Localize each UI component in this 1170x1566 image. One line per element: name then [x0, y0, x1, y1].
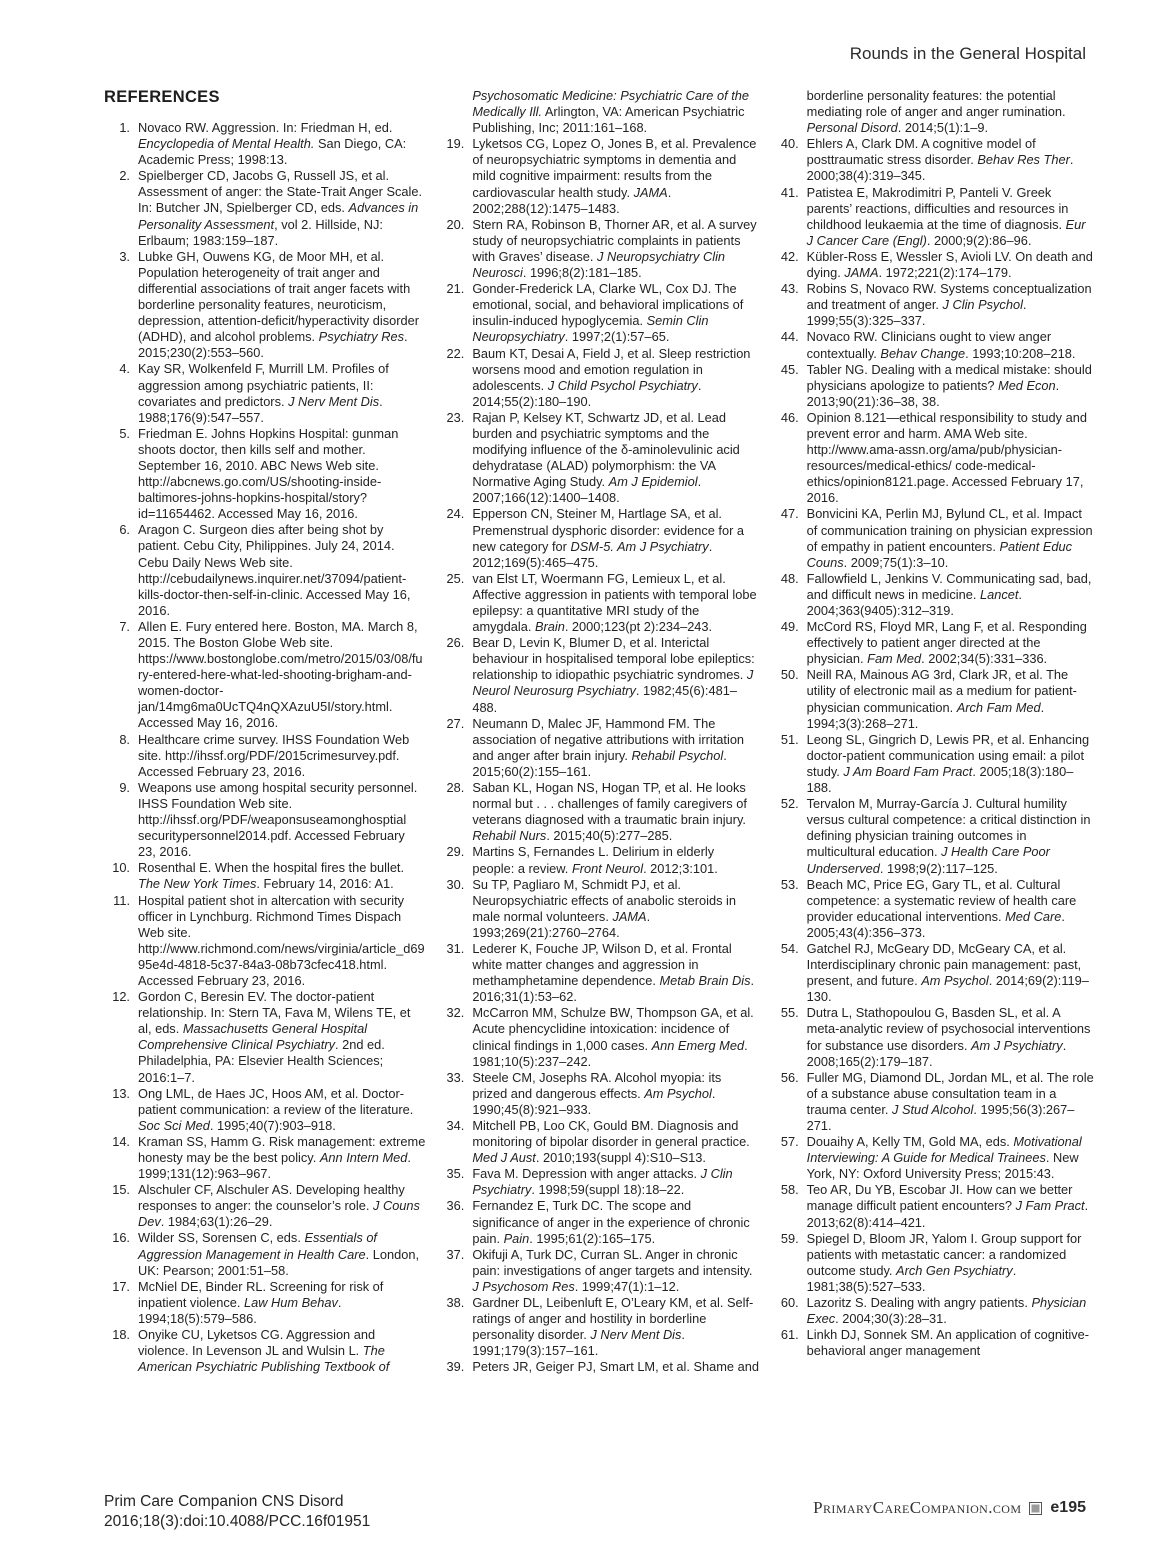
reference-item: [104, 1327, 425, 1375]
reference-item: [438, 1295, 759, 1359]
reference-text: Weapons use among hospital security personnel. IHSS Foundation Web site. http://ihssf.org/PDF/weaponsuseamonghosptial securitypersonnel2014.pdf. Accessed February 23, 2016.: [138, 779, 418, 860]
reference-item: [773, 88, 1094, 136]
reference-item: [773, 249, 1094, 281]
reference-text: Teo AR, Du YB, Escobar JI. How can we better manage difficult patient encounters? J Fam Pract. 2013;62(8):414–421.: [806, 1182, 1089, 1230]
reference-item: [438, 1005, 759, 1069]
reference-item: [438, 844, 759, 876]
reference-text: Fallowfield L, Jenkins V. Communicating sad, bad, and difficult news in medicine. Lancet. 2004;363(9405):312–319.: [806, 570, 1092, 618]
reference-number: 40.: [780, 136, 799, 152]
reference-item: [438, 346, 759, 410]
reference-number: 50.: [780, 667, 799, 683]
reference-number: 32.: [446, 1005, 465, 1021]
reference-number: 59.: [780, 1230, 799, 1246]
reference-item: [773, 1295, 1094, 1327]
reference-number: 17.: [112, 1278, 130, 1294]
reference-number: 52.: [780, 796, 799, 812]
reference-item: [773, 667, 1094, 731]
reference-item: [438, 1070, 759, 1118]
reference-number: 43.: [780, 281, 799, 297]
reference-number: 26.: [446, 635, 465, 651]
reference-number: 55.: [780, 1005, 799, 1021]
reference-number: 12.: [112, 989, 130, 1005]
reference-item: [104, 1086, 425, 1134]
reference-item: [773, 410, 1094, 507]
journal-citation: [104, 1492, 370, 1532]
reference-text: Lederer K, Fouche JP, Wilson D, et al. Frontal white matter changes and aggression in methamphetamine dependence. Metab Brain Dis. 2016;31(1):53–62.: [472, 940, 755, 1005]
reference-number: 14.: [112, 1133, 130, 1149]
reference-text: Healthcare crime survey. IHSS Foundation Web site. http://ihssf.org/PDF/2015crimesurvey.pdf. Accessed February 23, 2016.: [138, 731, 410, 779]
reference-text: Gordon C, Beresin EV. The doctor-patient relationship. In: Stern TA, Fava M, Wilens TE, et al, eds. Massachusetts General Hospital Comprehensive Clinical Psychiatry. 2nd ed. Philadelphia, PA: Elsevier Health Sciences; 2016:1–7.: [138, 989, 411, 1085]
reference-item: [104, 120, 425, 168]
reference-number: 9.: [119, 779, 130, 795]
reference-item: [104, 361, 425, 425]
reference-text: Spiegel D, Bloom JR, Yalom I. Group support for patients with metastatic cancer: a randomized outcome study. Arch Gen Psychiatry. 1981;38(5):527–533.: [806, 1230, 1082, 1294]
reference-text: Aragon C. Surgeon dies after being shot by patient. Cebu City, Philippines. July 24, 2014. Cebu Daily News Web site. http://cebudailynews.inquirer.net/37094/patient-kills-doctor-then-self-in-clinic. Accessed May 16, 2016.: [138, 522, 411, 618]
square-bullet-icon: [1029, 1502, 1042, 1515]
reference-number: 21.: [446, 281, 465, 297]
reference-item: [104, 1279, 425, 1327]
reference-text: van Elst LT, Woermann FG, Lemieux L, et al. Affective aggression in patients with temporal lobe epilepsy: a quantitative MRI study of the amygdala. Brain. 2000;123(pt 2):234–243.: [472, 570, 757, 635]
reference-item: [104, 860, 425, 892]
reference-text: Robins S, Novaco RW. Systems conceptualization and treatment of anger. J Clin Psychol. 1999;55(3):325–337.: [806, 281, 1092, 329]
reference-item: [773, 329, 1094, 361]
reference-text: Fuller MG, Diamond DL, Jordan ML, et al. The role of a substance abuse consultation team in a trauma center. J Stud Alcohol. 1995;56(3):267–271.: [806, 1069, 1094, 1133]
reference-number: 42.: [780, 248, 799, 264]
reference-text: Kay SR, Wolkenfeld F, Murrill LM. Profiles of aggression among psychiatric patients, II: covariates and predictors. J Nerv Ment Dis. 1988;176(9):547–557.: [138, 361, 389, 425]
reference-text: Peters JR, Geiger PJ, Smart LM, et al. Shame and: [472, 1359, 759, 1375]
reference-item: [438, 716, 759, 780]
reference-text: Lubke GH, Ouwens KG, de Moor MH, et al. Population heterogeneity of trait anger and differential associations of trait anger facets with borderline personality features, neuroticism, depression, attention-deficit/hyperactivity disorder (ADHD), and alcohol problems. Psychiatry Res. 2015;230(2):553–560.: [138, 248, 419, 361]
reference-number: 19.: [446, 136, 465, 152]
reference-number: 48.: [780, 570, 799, 586]
reference-text: McCarron MM, Schulze BW, Thompson GA, et al. Acute phencyclidine intoxication: incidence of clinical findings in 1,000 cases. Ann Emerg Med. 1981;10(5):237–242.: [472, 1005, 754, 1069]
reference-text: Dutra L, Stathopoulou G, Basden SL, et al. A meta-analytic review of psychosocial interventions for substance use disorders. Am J Psychiatry. 2008;165(2):179–187.: [806, 1005, 1091, 1069]
reference-number: 2.: [119, 168, 130, 184]
reference-number: 46.: [780, 409, 799, 425]
reference-number: 24.: [446, 506, 465, 522]
reference-item: [104, 1134, 425, 1182]
reference-number: 41.: [780, 184, 799, 200]
reference-number: 36.: [446, 1198, 465, 1214]
reference-item: [773, 877, 1094, 941]
reference-number: 34.: [446, 1118, 465, 1133]
reference-number: 8.: [119, 731, 130, 747]
reference-text: Tabler NG. Dealing with a medical mistake: should physicians apologize to patients? Med Econ. 2013;90(21):36–38, 38.: [806, 361, 1092, 409]
reference-item: [104, 893, 425, 990]
reference-item: [438, 410, 759, 507]
reference-number: 56.: [780, 1069, 799, 1085]
reference-item: [438, 281, 759, 345]
reference-item: [438, 635, 759, 715]
reference-item: [773, 136, 1094, 184]
reference-item: [773, 1231, 1094, 1295]
reference-item: [773, 796, 1094, 876]
reference-number: [438, 88, 472, 136]
reference-item: [104, 522, 425, 619]
reference-column: [104, 88, 425, 1376]
reference-item: [773, 941, 1094, 1005]
reference-text: Lyketsos CG, Lopez O, Jones B, et al. Prevalence of neuropsychiatric symptoms in dementia and mild cognitive impairment: results from the cardiovascular health study. JAMA. 2002;288(12):1475–1483.: [472, 136, 757, 216]
reference-item: [104, 989, 425, 1086]
reference-number: 3.: [119, 248, 130, 264]
running-head: Rounds in the General Hospital: [849, 44, 1086, 63]
reference-item: [438, 88, 759, 136]
reference-item: [104, 780, 425, 860]
reference-text: Neill RA, Mainous AG 3rd, Clark JR, et al. The utility of electronic mail as a medium for patient-physician communication. Arch Fam Med. 1994;3(3):268–271.: [806, 667, 1077, 731]
journal-doi: 2016;18(3):doi:10.4088/PCC.16f01951: [104, 1513, 371, 1530]
reference-item: [438, 506, 759, 570]
reference-number: 16.: [112, 1230, 130, 1246]
reference-text: Lazoritz S. Dealing with angry patients. Physician Exec. 2004;30(3):28–31.: [806, 1295, 1087, 1327]
reference-item: [104, 249, 425, 362]
reference-item: [438, 571, 759, 635]
reference-text: Kraman SS, Hamm G. Risk management: extreme honesty may be the best policy. Ann Intern Med. 1999;131(12):963–967.: [138, 1133, 426, 1182]
reference-text: Patistea E, Makrodimitri P, Panteli V. Greek parents’ reactions, difficulties and resources in childhood leukaemia at the time of diagnosis. Eur J Cancer Care (Engl). 2000;9(2):86–96.: [806, 184, 1086, 248]
reference-item: [773, 1134, 1094, 1182]
reference-column: [773, 88, 1094, 1376]
reference-number: 39.: [446, 1359, 465, 1375]
reference-number: 18.: [112, 1327, 130, 1343]
page-number: e195: [1050, 1499, 1086, 1516]
reference-item: [773, 185, 1094, 249]
reference-number: 33.: [446, 1069, 465, 1085]
reference-item: [104, 426, 425, 523]
reference-text: Spielberger CD, Jacobs G, Russell JS, et al. Assessment of anger: the State-Trait Anger Scale. In: Butcher JN, Spielberger CD, eds. Advances in Personality Assessment, vol 2. Hillside, NJ: Erlbaum; 1983:159–187.: [138, 168, 423, 248]
reference-number: 35.: [446, 1166, 465, 1182]
reference-item: [773, 732, 1094, 796]
reference-item: [438, 1166, 759, 1198]
reference-text: Su TP, Pagliaro M, Schmidt PJ, et al. Neuropsychiatric effects of anabolic steroids in male normal volunteers. JAMA. 1993;269(21):2760–2764.: [472, 876, 736, 940]
reference-text: Steele CM, Josephs RA. Alcohol myopia: its prized and dangerous effects. Am Psychol. 1990;45(8):921–933.: [472, 1069, 722, 1117]
reference-number: 6.: [119, 522, 130, 538]
reference-text: Friedman E. Johns Hopkins Hospital: gunman shoots doctor, then kills self and mother. September 16, 2010. ABC News Web site. http://abcnews.go.com/US/shooting-inside-baltimores-johns-hopkins-hospital/story?id=11654462. Accessed May 16, 2016.: [138, 425, 399, 522]
reference-number: 31.: [446, 940, 465, 956]
reference-column: [438, 88, 759, 1376]
reference-text: Bonvicini KA, Perlin MJ, Bylund CL, et al. Impact of communication training on physician expression of empathy in patient encounters. Patient Educ Couns. 2009;75(1):3–10.: [806, 506, 1093, 570]
reference-number: 53.: [780, 876, 799, 892]
reference-text: Ong LML, de Haes JC, Hoos AM, et al. Doctor-patient communication: a review of the literature. Soc Sci Med. 1995;40(7):903–918.: [138, 1085, 414, 1133]
reference-number: 22.: [446, 345, 465, 361]
reference-text: Epperson CN, Steiner M, Hartlage SA, et al. Premenstrual dysphoric disorder: evidence for a new category for DSM-5. Am J Psychiatry. 2012;169(5):465–475.: [472, 506, 745, 570]
reference-text: Douaihy A, Kelly TM, Gold MA, eds. Motivational Interviewing: A Guide for Medical Trainees. New York, NY: Oxford University Press; 2015:43.: [806, 1134, 1082, 1182]
reference-item: [773, 619, 1094, 667]
reference-text: Neumann D, Malec JF, Hammond FM. The association of negative attributions with irritation and anger after brain injury. Rehabil Psychol. 2015;60(2):155–161.: [472, 715, 745, 779]
reference-number: 4.: [119, 361, 130, 377]
reference-number: 38.: [446, 1295, 465, 1311]
reference-text: Kübler-Ross E, Wessler S, Avioli LV. On death and dying. JAMA. 1972;221(2):174–179.: [806, 248, 1093, 281]
reference-number: 5.: [119, 425, 130, 441]
reference-text: Wilder SS, Sorensen C, eds. Essentials of Aggression Management in Health Care. London, UK: Pearson; 2001:51–58.: [138, 1230, 420, 1278]
reference-text: Gardner DL, Leibenluft E, O’Leary KM, et al. Self-ratings of anger and hostility in borderline personality disorder. J Nerv Ment Dis. 1991;179(3):157–161.: [472, 1295, 754, 1359]
reference-number: 57.: [780, 1134, 799, 1150]
reference-number: 44.: [780, 329, 799, 345]
reference-text: Tervalon M, Murray-García J. Cultural humility versus cultural competence: a critical distinction in defining physician training outcomes in multicultural education. J Health Care Poor Underserved. 1998;9(2):117–125.: [806, 796, 1091, 876]
reference-number: 51.: [780, 731, 799, 747]
reference-item: [438, 877, 759, 941]
reference-item: [438, 136, 759, 216]
reference-text: Leong SL, Gingrich D, Lewis PR, et al. Enhancing doctor-patient communication using email: a pilot study. J Am Board Fam Pract. 2005;18(3):180–188.: [806, 731, 1090, 796]
reference-item: [438, 941, 759, 1005]
reference-item: [104, 1182, 425, 1230]
reference-text: Bear D, Levin K, Blumer D, et al. Interictal behaviour in hospitalised temporal lobe epileptics: relationship to idiopathic psychiatric syndromes. J Neurol Neurosurg Psychiatry. 1982;45(6):481–488.: [472, 635, 755, 715]
reference-item: [438, 1198, 759, 1246]
reference-item: [773, 1327, 1094, 1359]
reference-number: 37.: [446, 1246, 465, 1262]
reference-number: 47.: [780, 506, 799, 522]
reference-text: Novaco RW. Aggression. In: Friedman H, ed. Encyclopedia of Mental Health. San Diego, CA: Academic Press; 1998:13.: [138, 120, 407, 168]
reference-number: 61.: [780, 1327, 799, 1343]
reference-number: 13.: [112, 1085, 130, 1101]
reference-text: Beach MC, Price EG, Gary TL, et al. Cultural competence: a systematic review of health care provider educational interventions. Med Care. 2005;43(4):356–373.: [806, 876, 1077, 940]
reference-number: 29.: [446, 844, 465, 860]
reference-item: [104, 168, 425, 248]
reference-text: borderline personality features: the potential mediating role of anger and anger rumination. Personal Disord. 2014;5(1):1–9.: [806, 88, 1066, 136]
reference-item: [773, 1070, 1094, 1134]
reference-item: [438, 780, 759, 844]
reference-text: Hospital patient shot in altercation with security officer in Lynchburg. Richmond Times Dispach Web site. http://www.richmond.com/news/virginia/article_d6995e4d-4818-5c37-84a3-08b73cfec418.html. Accessed February 23, 2016.: [138, 892, 425, 988]
reference-text: Rajan P, Kelsey KT, Schwartz JD, et al. Lead burden and psychiatric symptoms and the modifying influence of the δ-aminolevulinic acid dehydratase (ALAD) polymorphism: the VA Normative Aging Study. Am J Epidemiol. 2007;166(12):1400–1408.: [472, 409, 740, 506]
reference-text: Opinion 8.121—ethical responsibility to study and prevent error and harm. AMA Web site. http://www.ama-assn.org/ama/pub/physician-resources/medical-ethics/ code-medical-ethics/opinion8121.page. Accessed February 17, 2016.: [806, 409, 1087, 506]
reference-text: Allen E. Fury entered here. Boston, MA. March 8, 2015. The Boston Globe Web site. https://www.bostonglobe.com/metro/2015/03/08/fury-entered-here-what-led-shooting-brigham-and-women-doctor-jan/14mg6ma0UcTQ4nQXAzuU5I/story.html. Accessed May 16, 2016.: [138, 618, 423, 731]
reference-text: Saban KL, Hogan NS, Hogan TP, et al. He looks normal but . . . challenges of family caregivers of veterans diagnosed with a traumatic brain injury. Rehabil Nurs. 2015;40(5):277–285.: [472, 780, 747, 844]
reference-text: Gonder-Frederick LA, Clarke WL, Cox DJ. The emotional, social, and behavioral implications of insulin-induced hypoglycemia. Semin Clin Neuropsychiatry. 1997;2(1):57–65.: [472, 281, 744, 345]
reference-text: Okifuji A, Turk DC, Curran SL. Anger in chronic pain: investigations of anger targets and intensity. J Psychosom Res. 1999;47(1):1–12.: [472, 1246, 753, 1294]
reference-item: [773, 1182, 1094, 1230]
reference-number: 45.: [780, 361, 799, 377]
reference-number: 27.: [446, 715, 465, 731]
reference-text: Fava M. Depression with anger attacks. J Clin Psychiatry. 1998;59(suppl 18):18–22.: [472, 1166, 733, 1198]
reference-text: Rosenthal E. When the hospital fires the bullet. The New York Times. February 14, 2016: A1.: [138, 860, 405, 892]
reference-item: [104, 732, 425, 780]
reference-item: [773, 1005, 1094, 1069]
reference-item: [438, 1118, 759, 1166]
reference-text: Stern RA, Robinson B, Thorner AR, et al. A survey study of neuropsychiatric complaints in patients with Graves’ disease. J Neuropsychiatry Clin Neurosci. 1996;8(2):181–185.: [472, 216, 757, 281]
reference-number: 11.: [113, 892, 130, 908]
reference-number: 30.: [446, 876, 465, 892]
reference-item: [773, 506, 1094, 570]
reference-number: 25.: [446, 570, 465, 586]
reference-text: Ehlers A, Clark DM. A cognitive model of posttraumatic stress disorder. Behav Res Ther. 2000;38(4):319–345.: [806, 136, 1074, 184]
reference-item: [438, 1359, 759, 1375]
reference-item: [773, 571, 1094, 619]
reference-text: McCord RS, Floyd MR, Lang F, et al. Responding effectively to patient anger directed at the physician. Fam Med. 2002;34(5):331–336.: [806, 619, 1087, 667]
reference-number: 23.: [446, 409, 465, 425]
reference-number: 20.: [446, 216, 465, 232]
reference-item: [104, 1230, 425, 1278]
reference-number: 15.: [112, 1182, 130, 1198]
reference-number: 60.: [780, 1295, 799, 1311]
reference-item: [773, 281, 1094, 329]
reference-number: 1.: [119, 120, 130, 135]
reference-number: [773, 88, 807, 136]
reference-number: 49.: [780, 619, 799, 635]
footer-right: [813, 1498, 1086, 1518]
reference-text: Psychosomatic Medicine: Psychiatric Care of the Medically Ill. Arlington, VA: American Psychiatric Publishing, Inc; 2011:161–168.: [472, 88, 749, 136]
reference-text: Gatchel RJ, McGeary DD, McGeary CA, et al. Interdisciplinary chronic pain management: past, present, and future. Am Psychol. 2014;69(2):119–130.: [806, 940, 1089, 1005]
reference-text: Mitchell PB, Loo CK, Gould BM. Diagnosis and monitoring of bipolar disorder in general practice. Med J Aust. 2010;193(suppl 4):S10–S13.: [472, 1118, 750, 1166]
reference-number: 10.: [112, 860, 130, 876]
reference-item: [773, 362, 1094, 410]
reference-item: [104, 619, 425, 732]
reference-item: [438, 1247, 759, 1295]
references-columns: [104, 88, 1094, 1376]
reference-number: 54.: [780, 940, 799, 956]
references-heading: REFERENCES: [104, 88, 220, 106]
reference-text: Baum KT, Desai A, Field J, et al. Sleep restriction worsens mood and emotion regulation in adolescents. J Child Psychol Psychiatry. 2014;55(2):180–190.: [472, 345, 751, 409]
reference-item: [438, 217, 759, 281]
reference-text: McNiel DE, Binder RL. Screening for risk of inpatient violence. Law Hum Behav. 1994;18(5):579–586.: [138, 1278, 384, 1326]
reference-number: 7.: [119, 618, 130, 634]
reference-text: Novaco RW. Clinicians ought to view anger contextually. Behav Change. 1993;10:208–218.: [806, 329, 1076, 361]
journal-website: PrimaryCareCompanion.com: [813, 1498, 1022, 1517]
reference-text: Linkh DJ, Sonnek SM. An application of cognitive-behavioral anger management: [806, 1327, 1090, 1359]
reference-number: 58.: [780, 1182, 799, 1198]
reference-text: Alschuler CF, Alschuler AS. Developing healthy responses to anger: the counselor’s role. J Couns Dev. 1984;63(1):26–29.: [138, 1182, 420, 1230]
reference-text: Martins S, Fernandes L. Delirium in elderly people: a review. Front Neurol. 2012;3:101.: [472, 844, 718, 876]
reference-text: Fernandez E, Turk DC. The scope and significance of anger in the experience of chronic pain. Pain. 1995;61(2):165–175.: [472, 1198, 750, 1246]
reference-text: Onyike CU, Lyketsos CG. Aggression and violence. In Levenson JL and Wulsin L. The American Psychiatric Publishing Textbook of: [138, 1327, 390, 1375]
reference-number: 28.: [446, 780, 465, 796]
journal-name: Prim Care Companion CNS Disord: [104, 1493, 344, 1510]
